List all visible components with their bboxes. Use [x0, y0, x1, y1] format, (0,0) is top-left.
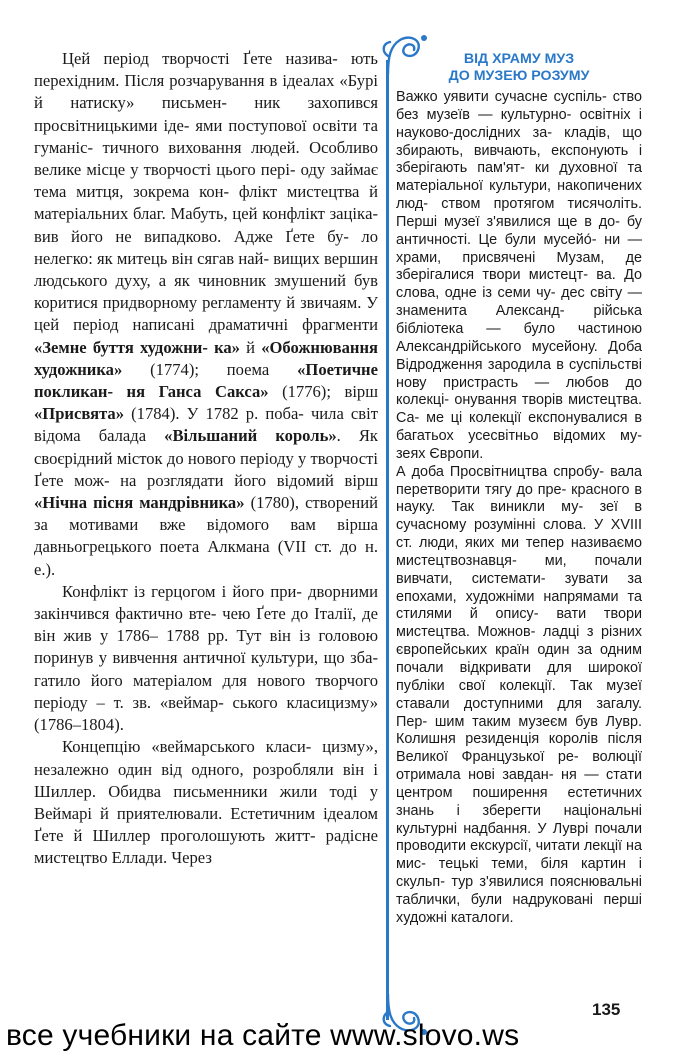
text-line: мусейону. Доба Відродження [396, 338, 642, 373]
text-line: створений за мотивами вже відомого [34, 493, 379, 535]
text-line: пристрасть — любов до колекці- [396, 374, 643, 409]
text-line: доступними для загалу. Пер- [396, 695, 643, 730]
text-line: . Як своєрідний місток до [34, 426, 378, 468]
text-line: експонують і зберігають пам'ят- [396, 142, 643, 177]
main-text-column [34, 48, 378, 870]
text-line: волюції отримала нові завдан- [396, 749, 643, 784]
text-line: частиною Александрійського [396, 320, 642, 355]
sidebar-title [396, 51, 642, 84]
text-line: радісне мистецтво Еллади. Через [34, 826, 378, 868]
text-line: ство без музеїв — культурно- [396, 89, 642, 123]
sidebar-paragraph-1 [396, 89, 642, 464]
text-line: називаємо мистецтвознавця- [396, 535, 642, 569]
text-line: зеї в сучасному розумінні слова. [396, 499, 642, 534]
text-line: У Луврі почали проводити [396, 820, 642, 855]
text-line: після Великої Французької ре- [396, 731, 642, 766]
text-line: ник захопився просвітницькими іде- [34, 93, 378, 135]
text-line: вати твори мистецтва. Можнов- [396, 606, 643, 641]
text-line: країн один за одним почали [396, 642, 642, 676]
text-line: ня — стати центром поширення [396, 767, 642, 801]
work-title: «Обожнювання художника» [34, 337, 378, 379]
text-line: дворними закінчився фактично вте- [34, 581, 378, 624]
text-line: ладці з різних європейських [396, 624, 643, 659]
text-line: де зберігалися твори мистецт- [396, 249, 643, 284]
text-line: культури, накопичених люд- [396, 178, 643, 213]
text-line: вив його не випадково. Адже Ґете бу- [34, 226, 349, 246]
text-line: кладів, що збирають, вивчають, [396, 124, 642, 159]
work-title: ня Ганса Сакса» [126, 382, 269, 402]
text-line: фрагменти [302, 315, 379, 335]
work-title: король» [275, 426, 337, 446]
text-line: А доба Просвітництва спробу- [396, 463, 605, 480]
text-line: нового періоду у творчості Ґете мож- [34, 448, 378, 490]
page-number: 135 [592, 1000, 621, 1019]
text-line: зеях Європи. [396, 445, 484, 462]
text-line: шим таким музеєм був Лувр. [434, 713, 642, 730]
text-line: ло нелегко: як митець він сягав най- [34, 226, 378, 268]
text-line: таблички, були надруковані [396, 891, 593, 908]
text-line: цизму», незалежно один від одного, [34, 737, 378, 779]
text-line: письменники жили тоді у Веймарі й [34, 781, 379, 823]
text-line: Конфлікт із герцогом і його при- [62, 581, 302, 601]
text-line: бу античності. Це були мусейо́- [396, 213, 642, 248]
text-line: ме ці колекції експонувалися в [426, 410, 642, 427]
text-line: Перші музеї з'явилися ще в до- [396, 213, 620, 230]
text-line: Колишня резиденція королів [396, 731, 599, 748]
text-line: естетичних знань і зберегти [396, 784, 642, 819]
text-line: оду займає тема митця, зокрема кон- [34, 160, 379, 202]
text-line: онування творів мистецтва. Са- [396, 392, 642, 427]
text-line: чила світ відома балада [34, 404, 378, 446]
text-line: дес світу — знаменита Александ- [396, 285, 643, 320]
text-line: чею Ґете до Італії, де він жив у 1786– [34, 604, 378, 646]
text-line: ва. До слова, одне із семи чу- [396, 267, 642, 302]
text-line: благ. Мабуть, цей конфлікт зацікa- [132, 204, 378, 224]
text-line: ством протягом тисячоліть. [441, 196, 643, 213]
text-line: в ідеалах «Бурі й натиску» письмен- [34, 71, 378, 113]
text-line: перші художні каталоги. [396, 891, 642, 926]
text-line: творчого періоду – т. зв. «веймар- [34, 670, 378, 712]
sidebar-title-line: ДО МУЗЕЮ РОЗУМУ [448, 67, 590, 84]
text-line: вивчення античної культури, що зба- [112, 648, 378, 668]
column-divider [386, 60, 389, 1020]
text-line: красного в науку. Так виникли му- [396, 481, 643, 516]
sidebar-title-line: ВІД ХРАМУ МУЗ [463, 51, 575, 67]
text-line: ни — храми, присвячені Музам, [396, 231, 643, 266]
text-line: приятелювали. Естетичним ідеалом [116, 803, 378, 823]
text-line: Алкмана (VII ст. до н. е.). [34, 537, 378, 579]
text-line: У цей період написані драматичні [34, 293, 378, 335]
work-title: «Присвята» [34, 404, 125, 424]
text-line: вала перетворити тягу до пре- [396, 463, 642, 498]
text-line: розробляли він і Шиллер. Обидва [34, 759, 378, 801]
text-line: флікт мистецтва й матеріальних [34, 182, 378, 224]
work-title: ка» [214, 337, 240, 357]
text-line: У XVIII ст. люди, яких ми тепер [396, 517, 642, 552]
text-line: зувати за епохами, художніми [396, 570, 642, 605]
text-line: гатило його матеріалом для нового [34, 670, 306, 690]
text-line: ють перехідним. Після розчарування [34, 49, 378, 91]
text-line: напрямами та стилями й опису- [396, 588, 642, 623]
text-line: й [239, 337, 262, 357]
text-line: екскурсії, читати лекції на мис- [396, 838, 642, 873]
text-line: ки духовної та матеріальної [396, 160, 642, 195]
sidebar-box [396, 48, 642, 928]
text-line: багатьох усесвітньо відомих му- [396, 428, 642, 445]
text-line: освітніх і науково-дослідних за- [396, 106, 642, 141]
text-line: свої колекції. Так музеї ставали [396, 677, 642, 712]
text-line: (1780), [244, 493, 299, 513]
sidebar-paragraph-2 [396, 464, 642, 928]
text-line: тур з'явилися пояснювальні [451, 874, 642, 891]
text-line: 1788 рр. Тут він із головою поринув у [34, 626, 379, 668]
text-line: рійська бібліотека — було [396, 303, 642, 337]
paragraph-3 [34, 736, 378, 869]
work-title: «Вільшаний [164, 426, 258, 446]
text-line: вищих вершин людського духу, а як [34, 248, 378, 291]
text-line: ями поступової освіти та гуманіс- [34, 115, 378, 157]
work-title: «Нічна пісня мандрівника» [34, 493, 245, 513]
site-watermark: все учебники на сайте www.slovo.ws [6, 1019, 520, 1052]
paragraph-2 [34, 581, 378, 736]
text-line: чиновник змушений був коритися [34, 271, 378, 313]
text-line: ми, почали вивчати, системати- [396, 552, 642, 587]
text-line: Важко уявити сучасне суспіль- [396, 89, 607, 105]
text-line: Концепцію «веймарського класи- [62, 737, 312, 757]
text-line: (1774); поема [150, 359, 298, 379]
text-line: придворному регламенту й звичаям. [102, 293, 362, 313]
paragraph-1 [34, 48, 378, 581]
text-line: тичного виховання людей. Особливо [102, 137, 378, 157]
text-line: (1784). У 1782 р. поба- [124, 404, 304, 424]
text-line: Ґете й Шиллер проголошують житт- [34, 826, 316, 846]
text-line: (1776); вірш [268, 382, 379, 402]
text-line: Цей період творчості Ґете назива- [62, 49, 338, 68]
text-line: на розглядати його відомий вірш [120, 470, 379, 490]
text-line: відкривати для широкої публіки [396, 660, 642, 694]
text-line: тецькі теми, біля картин і скульп- [396, 856, 642, 891]
text-line: вам вірша давньогрецького поета [34, 515, 379, 557]
work-title: «Поетичне покликан- [34, 359, 378, 402]
work-title: «Земне буття художни- [34, 337, 208, 357]
text-line: зародила в суспільстві нову [396, 356, 642, 391]
text-line: ського класицизму» (1786–1804). [34, 692, 379, 735]
text-line: національні культурні надбання. [396, 802, 642, 837]
text-line: велике місце у творчості цього пері- [34, 160, 296, 180]
